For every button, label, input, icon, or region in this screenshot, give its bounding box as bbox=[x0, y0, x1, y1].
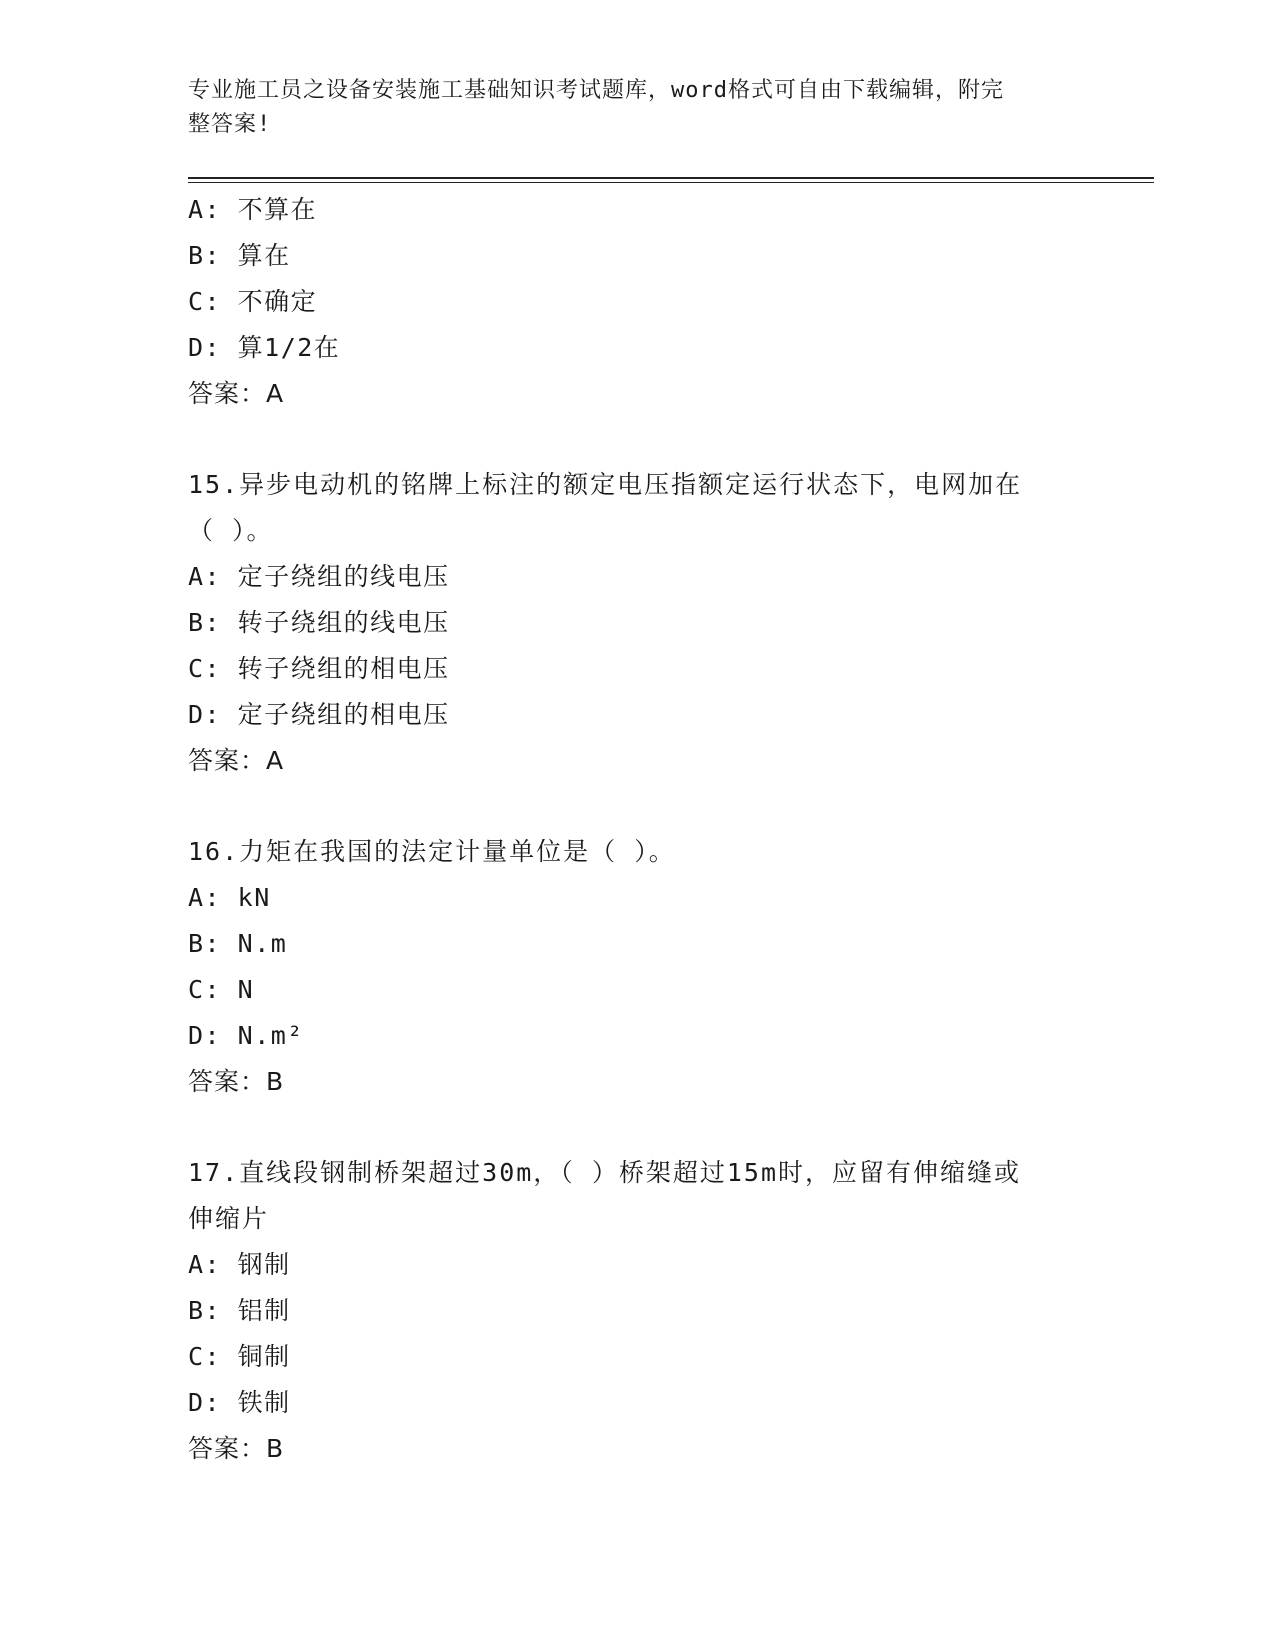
question-17 bbox=[188, 1150, 1088, 1472]
option-b: B: N.m bbox=[188, 929, 288, 958]
header-divider-thin bbox=[188, 182, 1154, 183]
question-text-line-1: 16.力矩在我国的法定计量单位是（ ）。 bbox=[188, 837, 676, 866]
answer-line: 答案：A bbox=[188, 379, 285, 408]
option-d: D: 算1/2在 bbox=[188, 333, 341, 362]
option-d: D: 定子绕组的相电压 bbox=[188, 700, 450, 729]
header-divider-thick bbox=[188, 177, 1154, 179]
option-c: C: 转子绕组的相电压 bbox=[188, 654, 450, 683]
option-d: D: 铁制 bbox=[188, 1388, 291, 1417]
header-line-2: 整答案! bbox=[188, 112, 272, 137]
option-c: C: N bbox=[188, 975, 255, 1004]
option-a: A: 定子绕组的线电压 bbox=[188, 562, 450, 591]
option-d: D: N.m² bbox=[188, 1021, 304, 1050]
question-14-continuation bbox=[188, 187, 1088, 417]
spacer bbox=[188, 417, 1088, 462]
option-a: A: 钢制 bbox=[188, 1250, 291, 1279]
question-16 bbox=[188, 829, 1088, 1105]
option-b: B: 铝制 bbox=[188, 1296, 291, 1325]
document-header bbox=[188, 74, 1068, 142]
header-line-1: 专业施工员之设备安装施工基础知识考试题库，word格式可自由下载编辑，附完 bbox=[188, 78, 1004, 103]
option-a: A: kN bbox=[188, 883, 271, 912]
answer-line: 答案：B bbox=[188, 1067, 285, 1096]
option-a: A: 不算在 bbox=[188, 195, 318, 224]
question-text-line-1: 15.异步电动机的铭牌上标注的额定电压指额定运行状态下，电网加在 bbox=[188, 470, 1023, 499]
answer-line: 答案：B bbox=[188, 1434, 285, 1463]
option-c: C: 铜制 bbox=[188, 1342, 291, 1371]
question-text-line-2: 伸缩片 bbox=[188, 1204, 270, 1233]
option-b: B: 算在 bbox=[188, 241, 291, 270]
spacer bbox=[188, 784, 1088, 829]
option-c: C: 不确定 bbox=[188, 287, 318, 316]
option-b: B: 转子绕组的线电压 bbox=[188, 608, 450, 637]
document-body bbox=[188, 187, 1088, 1472]
question-text-line-1: 17.直线段钢制桥架超过30m，（ ）桥架超过15m时，应留有伸缩缝或 bbox=[188, 1158, 1022, 1187]
spacer bbox=[188, 1105, 1088, 1150]
question-15 bbox=[188, 462, 1088, 784]
question-text-line-2: （ ）。 bbox=[188, 516, 274, 545]
answer-line: 答案：A bbox=[188, 746, 285, 775]
